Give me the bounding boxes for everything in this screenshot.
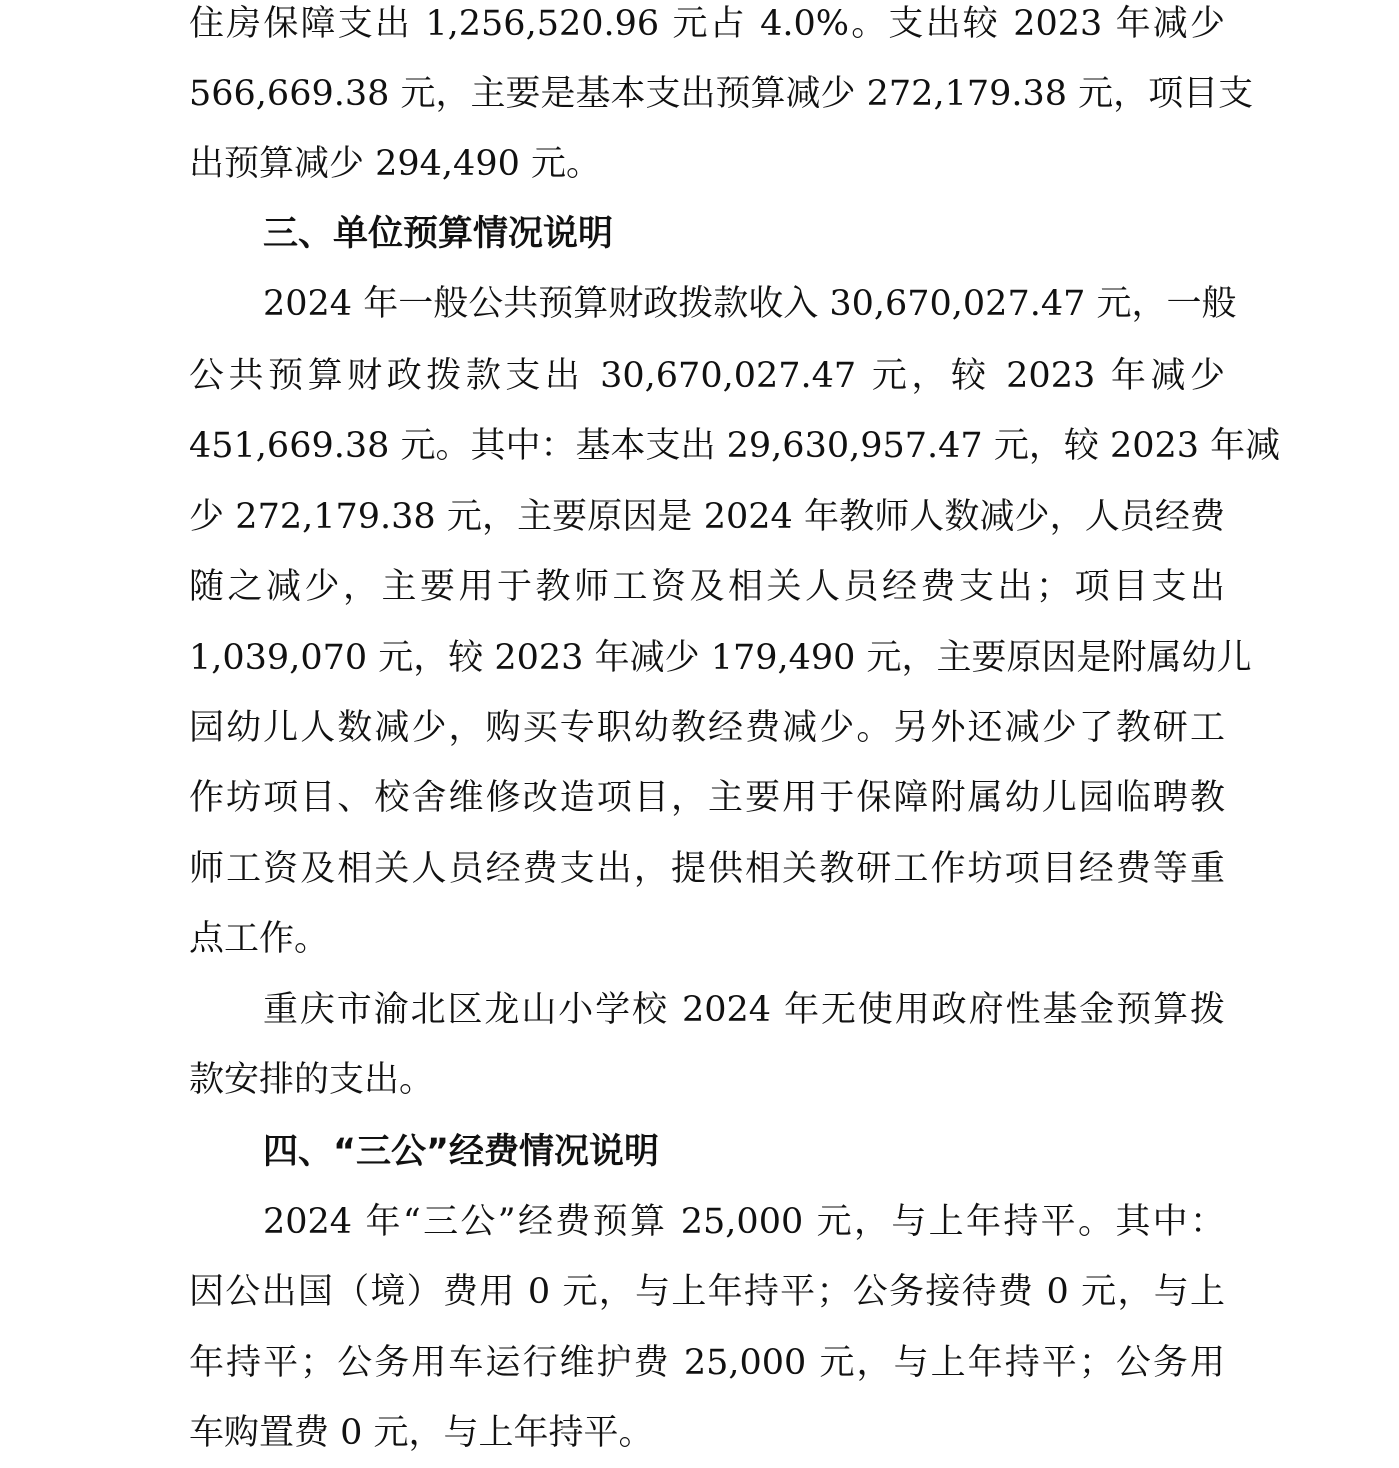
paragraph-line: 2024 年一般公共预算财政拨款收入 30,670,027.47 元，一般 <box>263 284 1237 324</box>
paragraph-line: 作坊项目、校舍维修改造项目，主要用于保障附属幼儿园临聘教 <box>189 778 1225 818</box>
paragraph-line: 少 272,179.38 元，主要原因是 2024 年教师人数减少，人员经费 <box>189 497 1225 537</box>
paragraph-line: 1,039,070 元，较 2023 年减少 179,490 元，主要原因是附属幼儿 <box>189 638 1252 678</box>
paragraph-line: 住房保障支出 1,256,520.96 元占 4.0%。支出较 2023 年减少 <box>189 4 1225 44</box>
paragraph-line: 园幼儿人数减少，购买专职幼教经费减少。另外还减少了教研工 <box>189 708 1225 748</box>
paragraph-line: 公共预算财政拨款支出 30,670,027.47 元，较 2023 年减少 <box>189 356 1225 396</box>
paragraph-line: 重庆市渝北区龙山小学校 2024 年无使用政府性基金预算拨 <box>263 990 1225 1030</box>
paragraph-line: 566,669.38 元，主要是基本支出预算减少 272,179.38 元，项目支 <box>189 74 1254 114</box>
paragraph-line: 车购置费 0 元，与上年持平。 <box>189 1413 654 1453</box>
paragraph-line: 出预算减少 294,490 元。 <box>189 144 601 184</box>
paragraph-line: 2024 年“三公”经费预算 25,000 元，与上年持平。其中： <box>263 1202 1225 1242</box>
paragraph-line: 师工资及相关人员经费支出，提供相关教研工作坊项目经费等重 <box>189 849 1225 889</box>
section-heading: 四、“三公”经费情况说明 <box>263 1132 660 1172</box>
section-heading: 三、单位预算情况说明 <box>263 214 614 254</box>
paragraph-line: 款安排的支出。 <box>189 1060 435 1100</box>
paragraph-line: 因公出国（境）费用 0 元，与上年持平；公务接待费 0 元，与上 <box>189 1272 1225 1312</box>
paragraph-line: 451,669.38 元。其中：基本支出 29,630,957.47 元，较 2023 年减 <box>189 426 1281 466</box>
paragraph-line: 随之减少，主要用于教师工资及相关人员经费支出；项目支出 <box>189 567 1225 607</box>
paragraph-line: 年持平；公务用车运行维护费 25,000 元，与上年持平；公务用 <box>189 1343 1225 1383</box>
paragraph-line: 点工作。 <box>189 919 330 959</box>
